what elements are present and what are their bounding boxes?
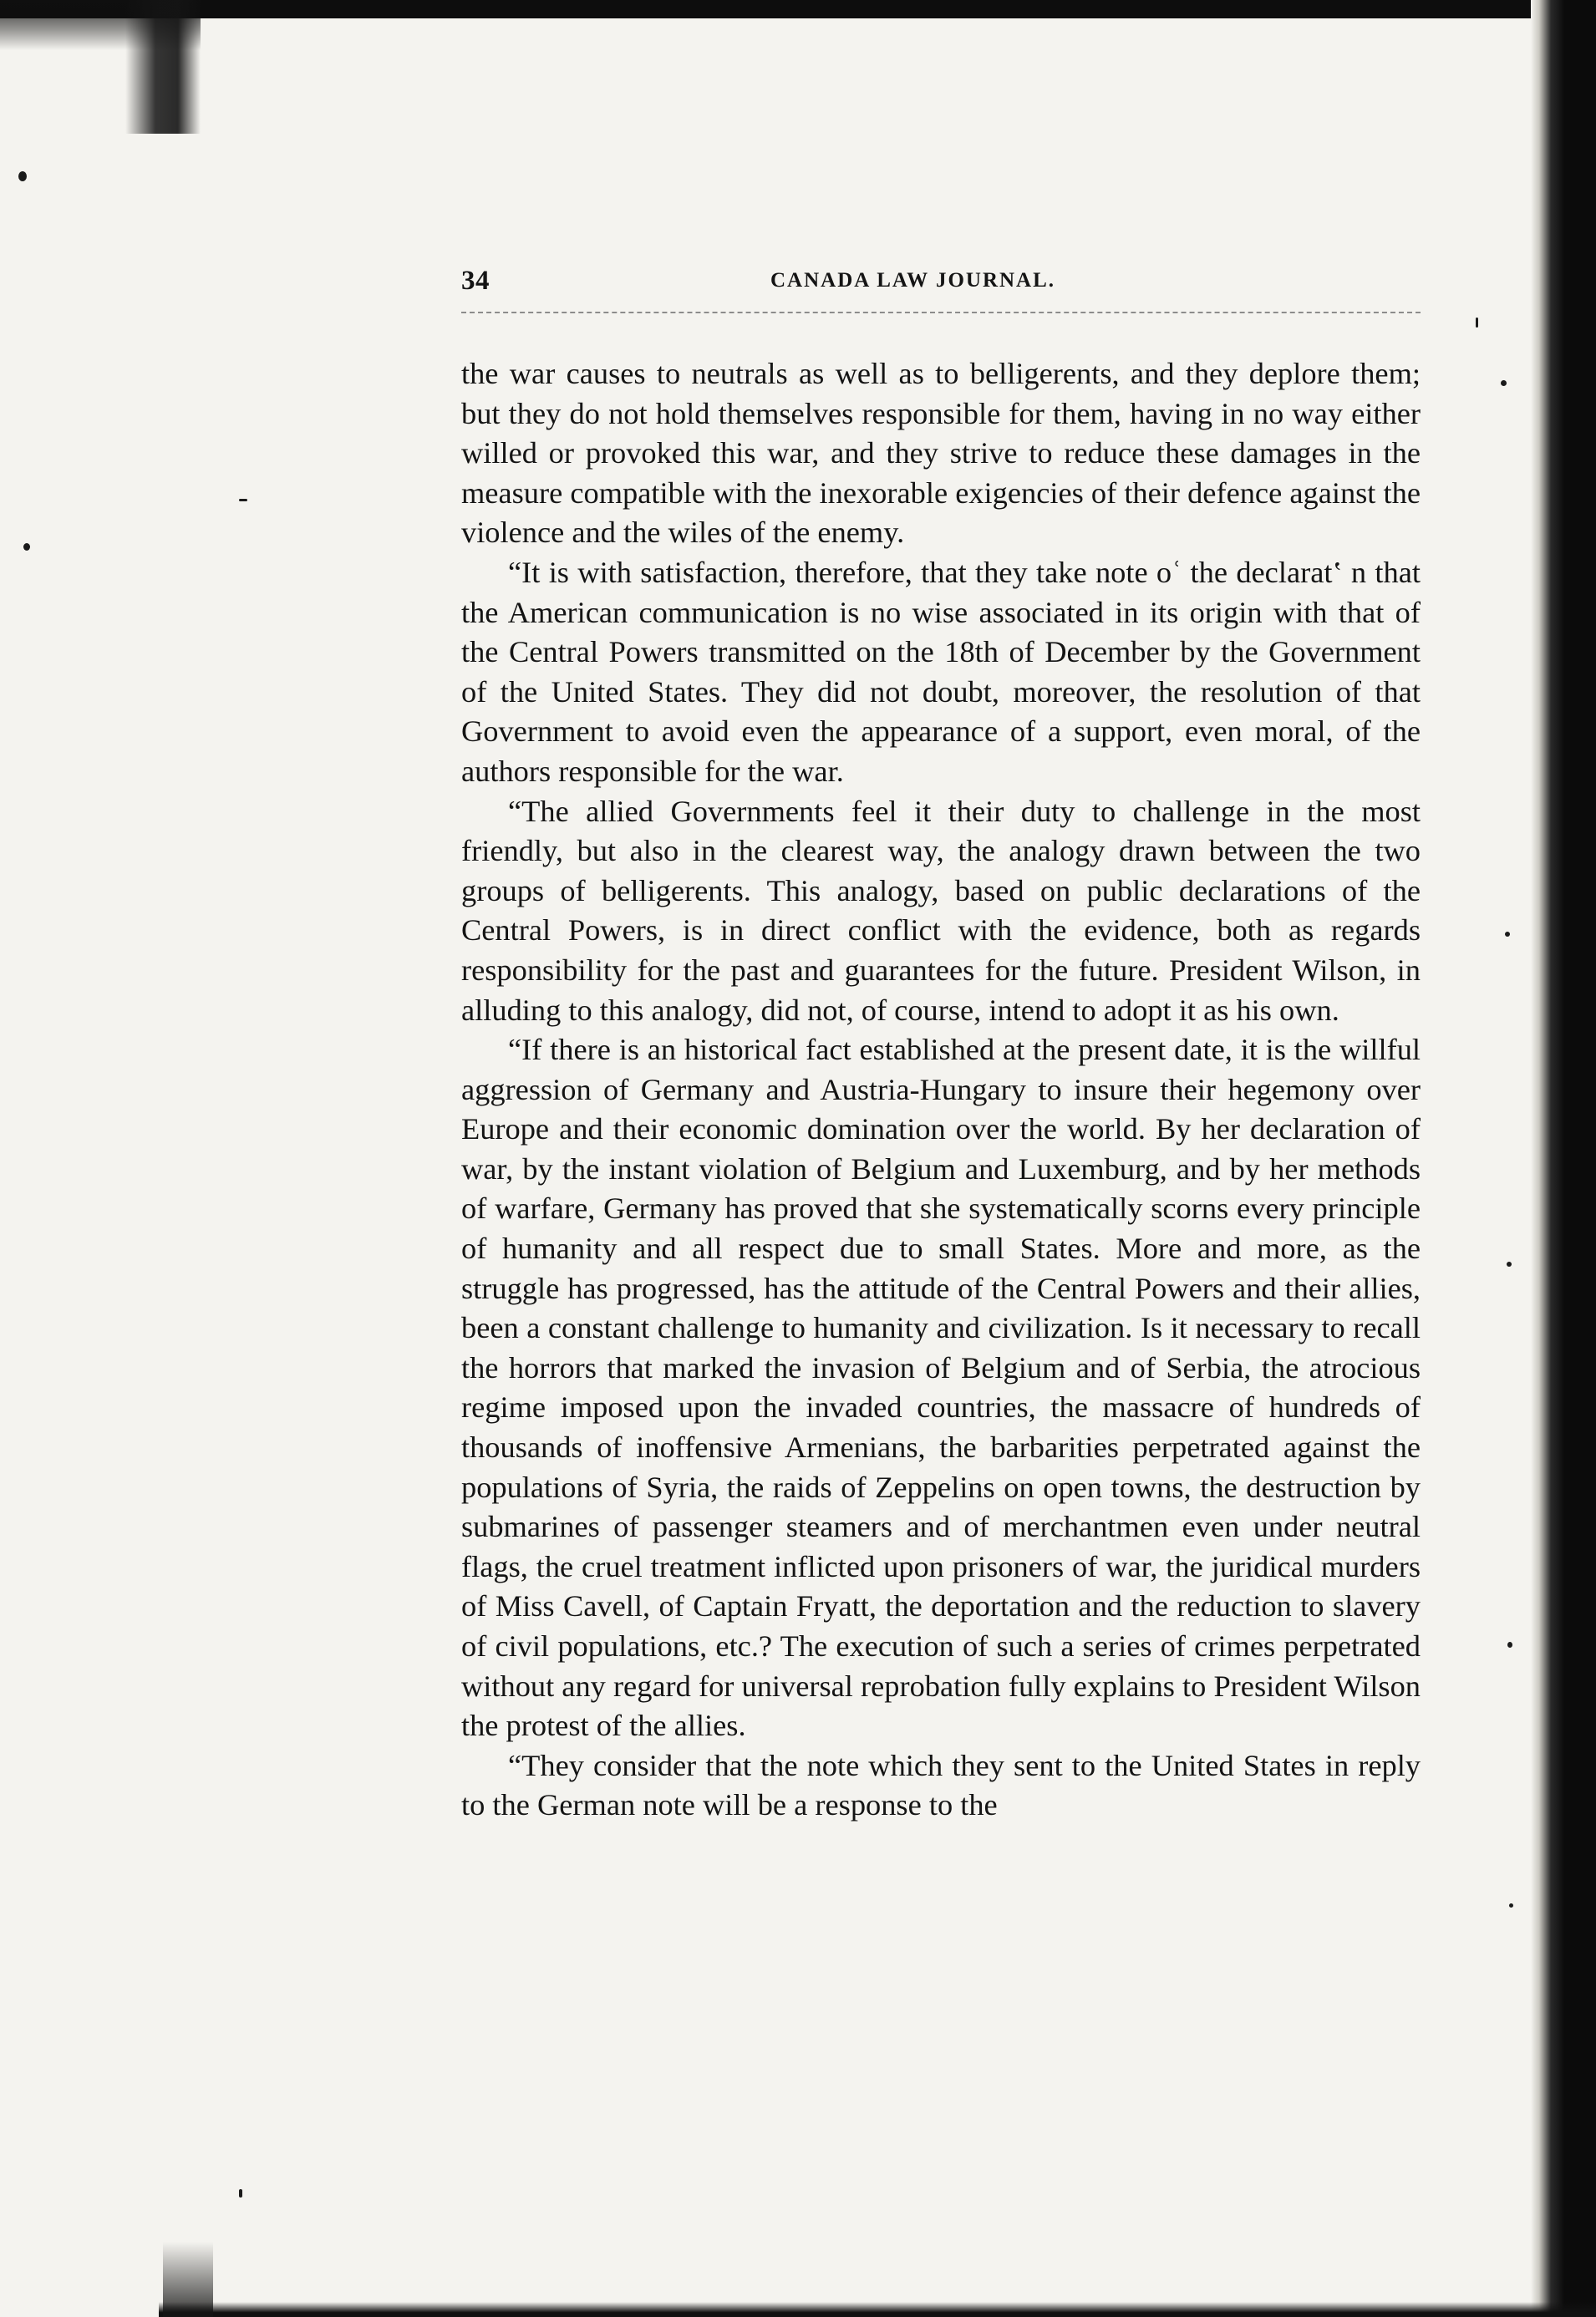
scan-speck: [1509, 1903, 1513, 1908]
scan-edge-right: [1531, 0, 1596, 2317]
scan-speck: [1505, 932, 1510, 937]
scan-edge-top: [0, 0, 1596, 18]
paragraph: “It is with satisfaction, therefore, that they take note oʿ the declaratʽ n that the American communication is no wise associated in its origin with that of the Central Powers transmitted on the 18th of December by the Government of the United States. They did not doubt, moreover, the resolution of that Government to avoid even the appearance of a support, even moral, of the authors responsible for the war.: [461, 555, 1421, 788]
scan-speck: [1507, 1642, 1512, 1648]
scan-speck: [1501, 380, 1507, 386]
scan-speck: [239, 499, 247, 501]
article-body: [461, 354, 1421, 1826]
paragraph: “The allied Governments feel it their duty to challenge in the most friendly, but also in the clearest way, the analogy drawn between the two groups of belligerents. This analogy, based on public declarations of the Central Powers, is in direct conflict with the evidence, both as regards responsibility for the past and guarantees for the future. President Wilson, in alluding to this analogy, did not, of course, intend to adopt it as his own.: [461, 794, 1421, 1027]
paragraph: “They consider that the note which they sent to the United States in reply to the German note will be a response to the: [461, 1748, 1421, 1822]
page-number: 34: [461, 266, 490, 296]
paragraph: “If there is an historical fact established at the present date, it is the willful aggression of Germany and Austria-Hungary to insure their hegemony over Europe and their economic domination over the world. By her declaration of war, by the instant violation of Belgium and Luxemburg, and by her methods of warfare, Germany has proved that she systematically scorns every principle of humanity and all respect due to small States. More and more, as the struggle has progressed, has the attitude of the Central Powers and their allies, been a constant challenge to humanity and civilization. Is it necessary to recall the horrors that marked the invasion of Belgium and of Serbia, the atrocious regime imposed upon the invaded countries, the massacre of hundreds of thousands of inoffensive Armenians, the barbarities perpetrated against the populations of Syria, the raids of Zeppelins on open towns, the destruction by submarines of passenger steamers and of merchantmen even under neutral flags, the cruel treatment inflicted upon prisoners of war, the juridical murders of Miss Cavell, of Captain Fryatt, the deportation and the reduction to slavery of civil populations, etc.? The execution of such a series of crimes perpetrated without any regard for universal reprobation fully explains to President Wilson the protest of the allies.: [461, 1033, 1421, 1743]
scan-speck: [23, 543, 30, 551]
scan-speck: [1476, 318, 1478, 328]
journal-title: CANADA LAW JOURNAL.: [770, 269, 1056, 292]
scan-speck: [239, 2189, 242, 2198]
paragraph-continued: the war causes to neutrals as well as to belligerents, and they deplore them; but they do not hold themselves responsible for them, having in no way either willed or provoked this war, and they strive to reduce these damages in the measure compatible with the inexorable exigencies of their defence against the violence and the wiles of the enemy.: [461, 357, 1421, 550]
scan-edge-bottom-left: [163, 2242, 213, 2317]
scan-speck: [1507, 1262, 1512, 1267]
scan-speck: [18, 171, 27, 181]
header-rule: [461, 312, 1421, 313]
scan-edge-bottom: [159, 2302, 1596, 2317]
scan-edge-left: [125, 0, 201, 134]
running-head: [461, 266, 1422, 302]
